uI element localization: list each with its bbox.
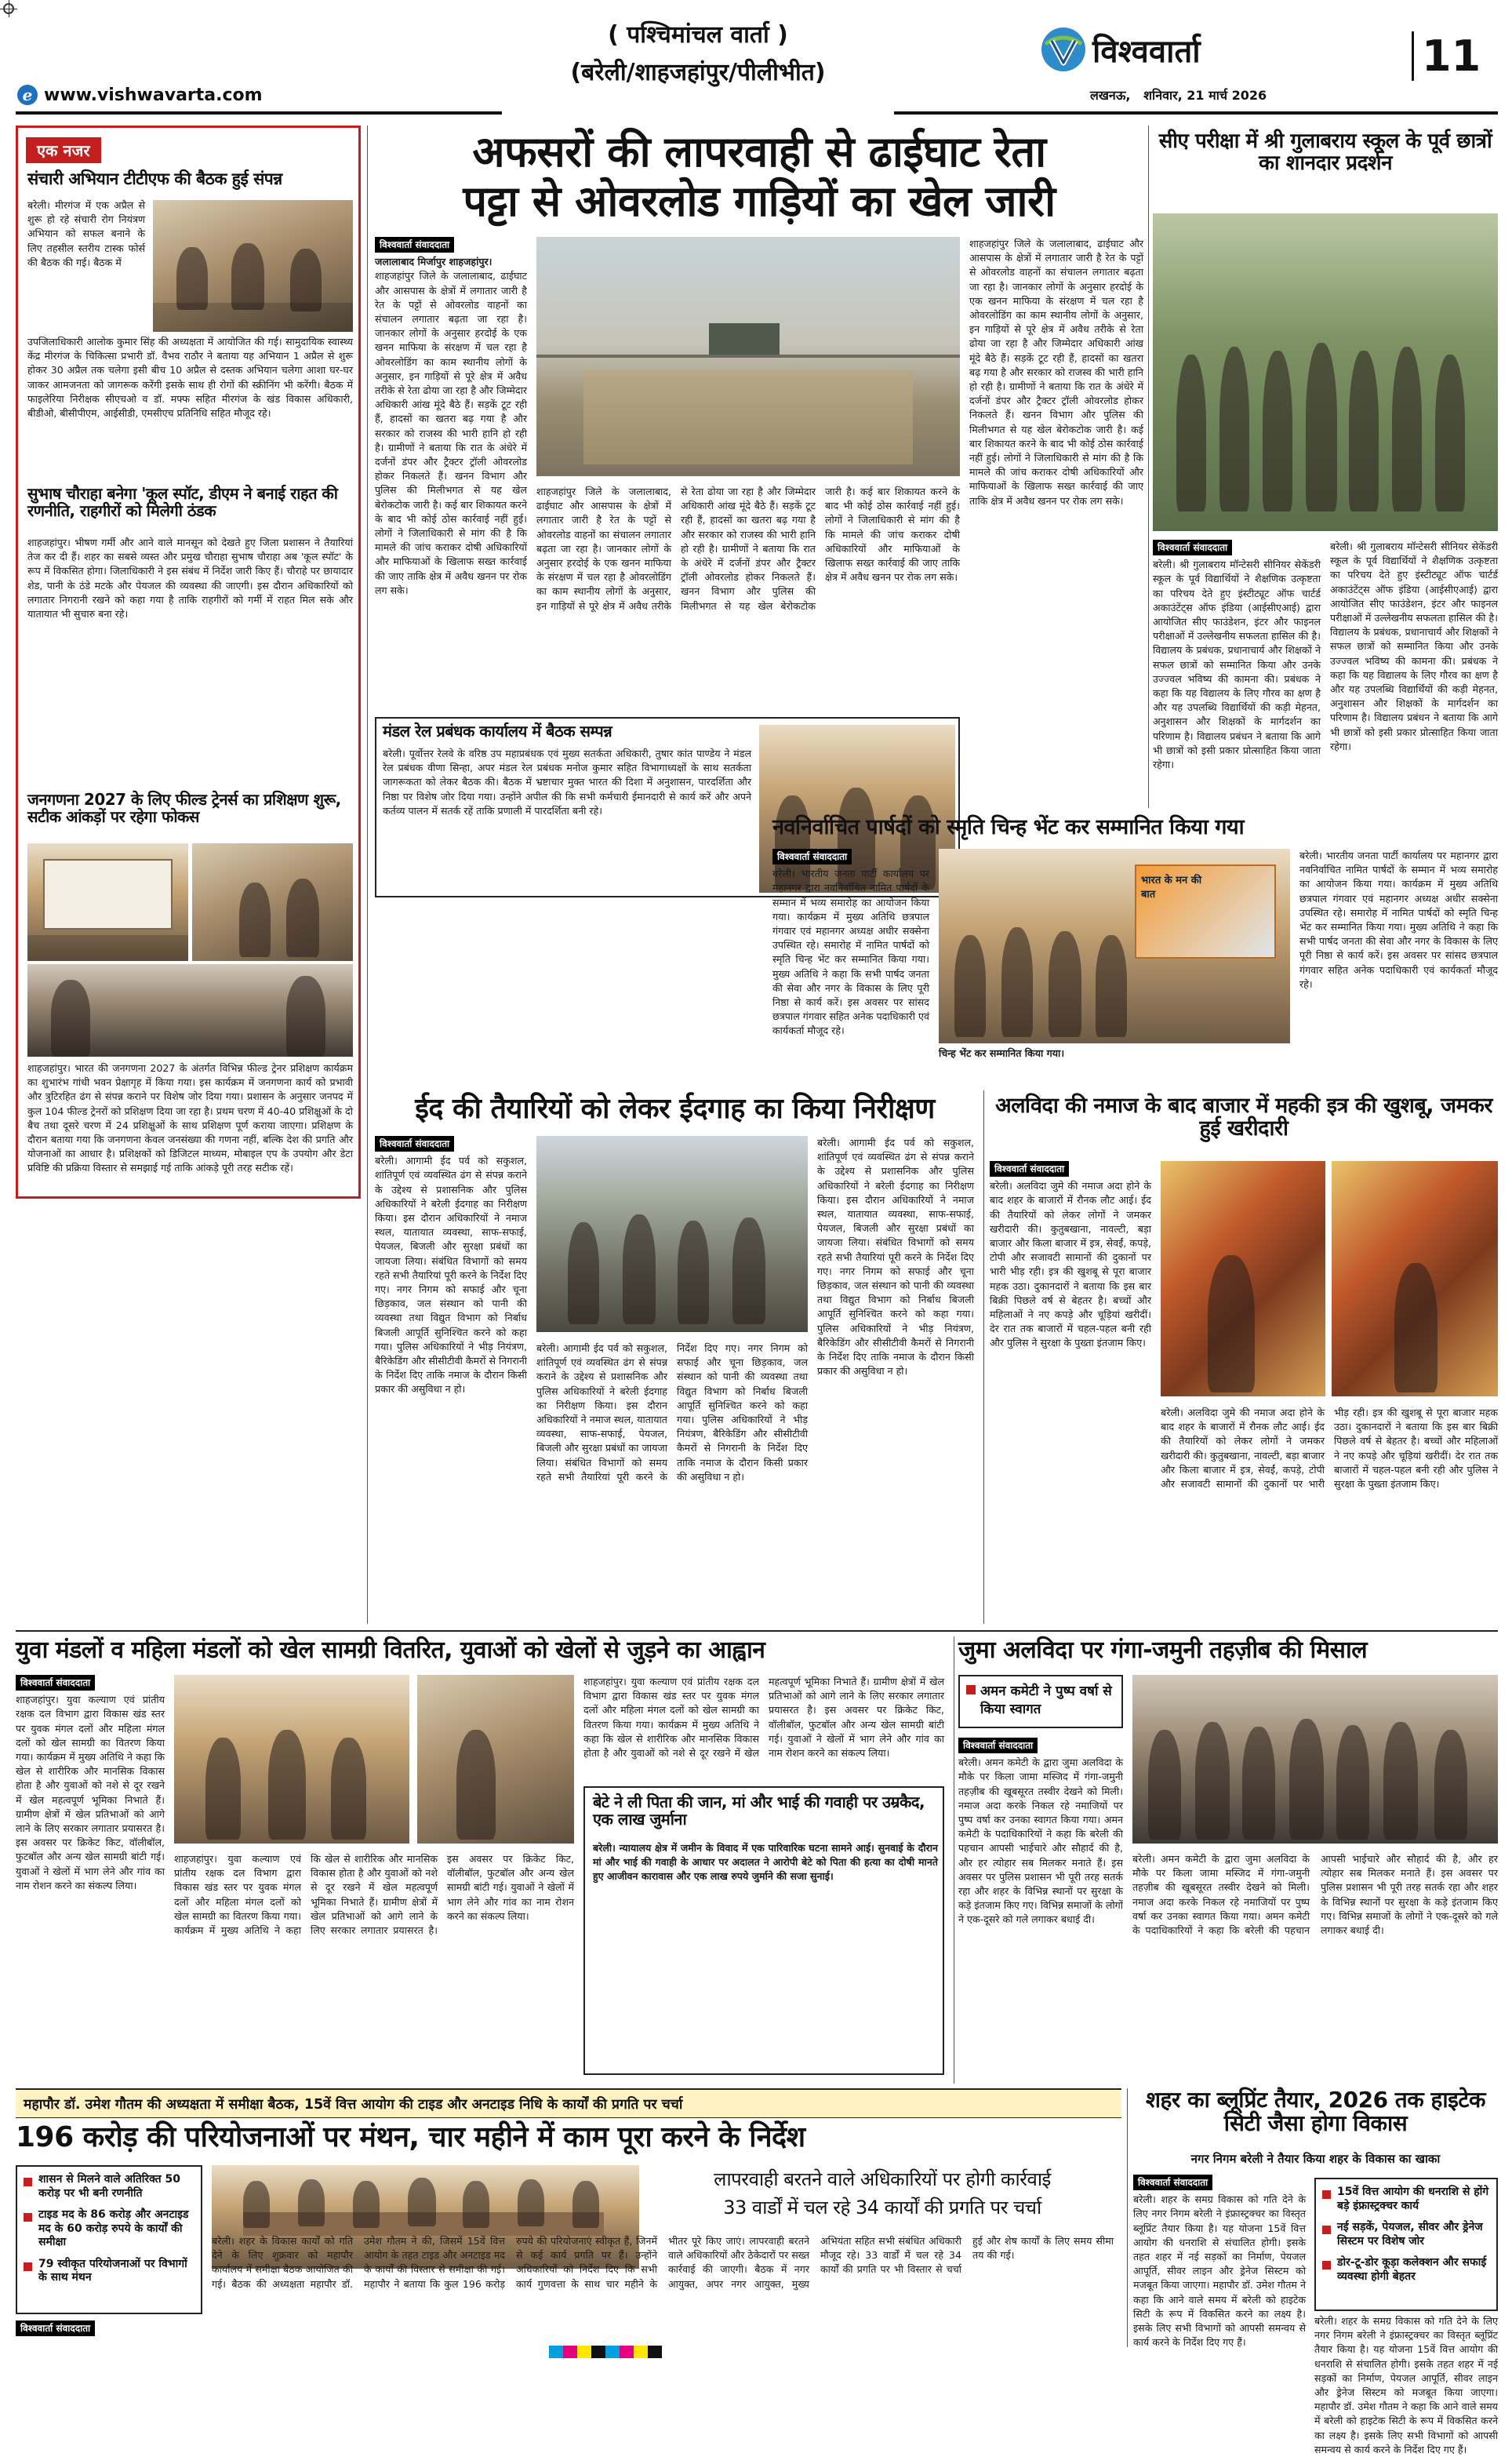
ek-nazar-box	[16, 126, 361, 1199]
ek-nazar-label: एक नजर	[26, 137, 101, 163]
paper-name: विश्ववार्ता	[1092, 33, 1201, 70]
divider-mid	[16, 1630, 1498, 1632]
lead-headline-1: अफसरों की लापरवाही से ढाईघाट रेता	[472, 127, 1046, 177]
masthead-rule-left	[16, 111, 502, 115]
alvida-col-2: बरेली। अलविदा जुमे की नमाज अदा होने के बाद शहर के बाजारों में रौनक लौट आई। ईद की तैयारियों को लेकर लोगों ने जमकर खरीदारी की। कुतुबखाना, नावल्टी, बड़ा बाजार और किला बाजार में इत्र, सेवईं, कपड़े, टोपी और सजावटी सामानों की दुकानों पर भारी भीड़ रही। इत्र की खुशबू से पूरा बाजार महक उठा। दुकानदारों ने बताया कि इस बार बिक्री पिछले वर्ष से बेहतर है। बच्चों और महिलाओं ने नए कपड़े और चूड़ियां खरीदीं। देर रात तक बाजारों में चहल-पहल बनी रही और पुलिस ने सुरक्षा के पुख्ता इंतजाम किए।	[1161, 1407, 1498, 1491]
alvida-headline: अलविदा की नमाज के बाद बाजार में महकी इत्र की खुशबू, जमकर हुई खरीदारी	[995, 1094, 1492, 1141]
masthead	[0, 0, 1512, 116]
court-inset	[583, 1786, 944, 2075]
lead-story	[375, 237, 1143, 912]
city-col-1: विश्ववार्ता संवाददाता बरेली। शहर के समग्र विकास को गति देने के लिए नगर निगम बरेली ने इंफ्रास्ट्रक्चर का विस्तृत ब्लूप्रिंट तैयार किया है। यह योजना 15वें वित्त आयोग की धनराशि से संचालित होगी। इसके तहत शहर में नई सड़कों का निर्माण, पेयजल आपूर्ति, सीवर लाइन और ड्रेनेज सिस्टम को मजबूत किया जाएगा। महापौर डॉ. उमेश गौतम ने कहा कि आने वाले समय में बरेली को हाइटेक सिटी के रूप में विकसित करने का लक्ष्य है। इसके लिए सभी विभागों को आपसी समन्वय से कार्य करने के निर्देश दिए गए हैं।	[1133, 2175, 1306, 2346]
ek-nazar-title-3: जनगणना 2027 के लिए फील्ड ट्रेनर्स का प्रशिक्षण शुरू, सटीक आंकड़ों पर रहेगा फोकस	[27, 790, 341, 826]
ek-nazar-photo-2	[27, 843, 188, 961]
rail-meeting-body: बरेली। पूर्वोत्तर रेलवे के वरिष्ठ उप महाप्रबंधक एवं मुख्य सतर्कता अधिकारी, तुषार कांत पाण्डेय ने मंडल रेल प्रबंधक वीणा सिन्हा, अपर मंडल रेल प्रबंधक मनोज कुमार सहित विभागाध्यक्षों के साथ सतर्कता जागरूकता को लेकर बैठक की। बैठक में भ्रष्टाचार मुक्त भारत की दिशा में अनुशासन, पारदर्शिता और निष्ठा पर विशेष जोर दिया गया। उन्होंने अपील की कि सभी कर्मचारी ईमानदारी से कार्य करें और अपने कर्तव्य पालन में सतर्क रहें ताकि प्रणाली में पारदर्शिता बनी रहे।	[383, 748, 751, 817]
juma-subhead-box	[958, 1675, 1123, 1728]
alvida-bureau: विश्ववार्ता संवाददाता	[990, 1161, 1069, 1177]
yuva-col-3: शाहजहांपुर। युवा कल्याण एवं प्रांतीय रक्षक दल विभाग द्वारा विकास खंड स्तर पर युवक मंगल दलों और महिला मंगल दलों को खेल सामग्री का वितरण किया गया। कार्यक्रम में मुख्य अतिथि ने कहा कि खेल से शारीरिक और मानसिक विकास होता है और युवाओं को नशे से दूर रखने में खेल महत्वपूर्ण भूमिका निभाते हैं। ग्रामीण क्षेत्रों में खेल प्रतिभाओं को आगे लाने के लिए सरकार लगातार प्रयासरत है। इस अवसर पर क्रिकेट किट, वॉलीबॉल, फुटबॉल और अन्य खेल सामग्री बांटी गई। युवाओं ने खेलों में भाग लेने और गांव का नाम रोशन करने का संकल्प लिया।	[583, 1676, 944, 1760]
lead-body: शाहजहांपुर जिले के जलालाबाद, ढाईघाट और आसपास के क्षेत्रों में लगातार जारी है रेत के पट्टों से ओवरलोड वाहनों का संचालन लगातार बढ़ता जा रहा है। जानकार लोगों के अनुसार हरदोई के एक खनन माफिया के संरक्षण में चल रहा है ओवरलोडिंग का काम स्थानीय लोगों के अनुसार, इन गाड़ियों से पूरे क्षेत्र में अवैध तरीके से रेता ढोया जा रहा है और जिम्मेदार अधिकारी आंख मूंदे बैठे हैं। सड़कें टूट रही हैं, हादसों का खतरा बढ़ गया है और सरकार को राजस्व की भारी हानि हो रही है। ग्रामीणों ने बताया कि रात के अंधेरे में दर्जनों डंपर और ट्रैक्टर ट्रॉली ओवरलोड होकर निकलते हैं। खनन विभाग और पुलिस की मिलीभगत से यह खेल बेरोकटोक जारी है। कई बार शिकायत करने के बाद भी कोई ठोस कार्रवाई नहीं हुई। लोगों ने जिलाधिकारी से मांग की है कि मामले की जांच कराकर दोषी अधिकारियों और माफियाओं के खिलाफ सख्त कार्रवाई की जाए ताकि क्षेत्र में अवैध खनन पर रोक लग सके।	[375, 270, 527, 596]
col-rule-5	[1127, 2088, 1128, 2347]
lead-headline-2: पट्टा से ओवरलोड गाड़ियों का खेल जारी	[463, 177, 1056, 226]
logo	[1039, 25, 1201, 74]
parshad-bureau: विश्ववार्ता संवाददाता	[772, 849, 852, 864]
court-inset-title: बेटे ने ली पिता की जान, मां और भाई की गवाही पर उम्रकैद, एक लाख जुर्माना	[593, 1793, 925, 1829]
juma-story	[958, 1675, 1498, 2083]
review-subhead-1: लापरवाही बरतने वाले अधिकारियों पर होगी कार्रवाई	[714, 2168, 1051, 2190]
review-kicker-band	[16, 2088, 1121, 2118]
juma-col-2: बरेली। अमन कमेटी के द्वारा जुमा अलविदा के मौके पर किला जामा मस्जिद में गंगा-जमुनी तहज़ीब की खूबसूरत तस्वीर देखने को मिली। नमाज अदा करके निकल रहे नमाजियों पर पुष्प वर्षा कर उनका स्वागत किया गया। अमन कमेटी के पदाधिकारियों ने कहा कि बरेली की पहचान आपसी भाईचारे और सौहार्द की है, और हर त्योहार सब मिलकर मनाते हैं। इस अवसर पर पुलिस प्रशासन भी पूरी तरह सतर्क रहा और शहर के विभिन्न स्थानों पर सुरक्षा के कड़े इंतजाम किए गए। विभिन्न समाजों के लोगों ने एक-दूसरे को गले लगाकर बधाई दी।	[1132, 1853, 1498, 1937]
parshad-headline: नवनिर्वाचित पार्षदों को स्मृति चिन्ह भेंट कर सम्मानित किया गया	[772, 815, 1245, 839]
yuva-col-1: विश्ववार्ता संवाददाता शाहजहांपुर। युवा कल्याण एवं प्रांतीय रक्षक दल विभाग द्वारा विकास खंड स्तर पर युवक मंगल दलों और महिला मंगल दलों को खेल सामग्री का वितरण किया गया। कार्यक्रम में मुख्य अतिथि ने कहा कि खेल से शारीरिक और मानसिक विकास होता है और युवाओं को नशे से दूर रखने में खेल महत्वपूर्ण भूमिका निभाते हैं। ग्रामीण क्षेत्रों में खेल प्रतिभाओं को आगे लाने के लिए सरकार लगातार प्रयासरत है। इस अवसर पर क्रिकेट किट, वॉलीबॉल, फुटबॉल और अन्य खेल सामग्री बांटी गई। युवाओं ने खेलों में भाग लेने और गांव का नाम रोशन करने का संकल्प लिया।	[16, 1675, 165, 2075]
review-body: बरेली। शहर के विकास कार्यों को गति देने के लिए शुक्रवार को महापौर कार्यालय में समीक्षा बैठक आयोजित की गई। बैठक की अध्यक्षता महापौर डॉ. उमेश गौतम ने की, जिसमें 15वें वित्त आयोग के तहत टाइड और अनटाइड मद के कार्यों की विस्तार से समीक्षा की गई। महापौर ने बताया कि कुल 196 करोड़ रुपये की परियोजनाएं स्वीकृत हैं, जिनमें से कई कार्य प्रगति पर हैं। उन्होंने अधिकारियों को निर्देश दिए कि सभी कार्य गुणवत्ता के साथ चार महीने के भीतर पूरे किए जाएं। लापरवाही बरतने वाले अधिकारियों और ठेकेदारों पर सख्त कार्रवाई की जाएगी। बैठक में नगर आयुक्त, अपर नगर आयुक्त, मुख्य अभियंता सहित सभी संबंधित अधिकारी मौजूद रहे। 33 वार्डों में चल रहे 34 कार्यों की प्रगति पर भी विस्तार से चर्चा हुई और शेष कार्यों के लिए समय सीमा तय की गई।	[212, 2235, 1114, 2290]
lead-dateline: जलालाबाद मिर्जापुर शाहजहांपुर।	[375, 256, 492, 268]
ek-nazar-body-1: उपजिलाधिकारी आलोक कुमार सिंह की अध्यक्षता में आयोजित की गई। सामुदायिक स्वास्थ्य केंद्र मीरगंज के चिकित्सा प्रभारी डॉ. वैभव राठौर ने बताया यह अभियान 1 अप्रैल से शुरू होकर 30 अप्रैल तक चलेगा इसी बीच 10 अप्रैल से दस्तक अभियान चलेगा आशा घर-घर जाकर आमजनता को जागरूक करेंगी इसके साथ ही रोगों की स्क्रीनिंग भी करेंगी। बैठक में फाइलेरिया निरीक्षक सीएचओ व डॉ. मफ्फ सहित मीरगंज के खंड विकास अधिकारी, बीडीओ, बीसीपीएम, आईसीडी, एमसीएच प्रतिनिधि सहित मौजूद रहे।	[27, 336, 353, 420]
eidgah-headline: ईद की तैयारियों को लेकर ईदगाह का किया निरीक्षण	[415, 1093, 935, 1125]
eidgah-col-1: विश्ववार्ता संवाददाता बरेली। आगामी ईद पर्व को सकुशल, शांतिपूर्ण एवं व्यवस्थित ढंग से संपन्न कराने के उद्देश्य से प्रशासनिक और पुलिस अधिकारियों ने बरेली ईदगाह का निरीक्षण किया। इस दौरान अधिकारियों ने नमाज स्थल, यातायात व्यवस्था, साफ-सफाई, पेयजल, बिजली और सुरक्षा प्रबंधों का जायजा लिया। संबंधित विभागों को समय रहते सभी तैयारियां पूरी करने के निर्देश दिए गए। नगर निगम को सफाई और चूना छिड़काव, जल संस्थान को पानी की व्यवस्था तथा विद्युत विभाग को निर्बाध बिजली आपूर्ति सुनिश्चित करने को कहा गया। पुलिस अधिकारियों ने भीड़ नियंत्रण, बैरिकेडिंग और सीसीटीवी कैमरों से निगरानी के निर्देश दिए ताकि नमाज के दौरान किसी प्रकार की असुविधा न हो।	[375, 1136, 527, 1614]
review-bullet-1: शासन से मिलने वाले अतिरिक्त 50 करोड़ पर भी बनी रणनीति	[24, 2173, 194, 2200]
ca-headline: सीए परीक्षा में श्री गुलाबराय स्कूल के पूर्व छात्रों का शानदार प्रदर्शन	[1158, 129, 1492, 176]
lead-col-1	[375, 237, 527, 708]
ca-bureau: विश्ववार्ता संवाददाता	[1153, 540, 1232, 555]
color-bar-bottom	[549, 2346, 662, 2358]
ca-photo	[1153, 213, 1498, 531]
eidgah-bureau: विश्ववार्ता संवाददाता	[375, 1136, 454, 1152]
review-bureau: विश्ववार्ता संवाददाता	[16, 2320, 95, 2336]
ek-nazar-intro-1: बरेली। मीरगंज में एक अप्रैल से शुरू हो रहे संचारी रोग नियंत्रण अभियान को सफल बनाने के लिए तहसील स्तरीय टास्क फोर्स की बैठक की गई। बैठक में	[27, 199, 145, 268]
alvida-col-1: विश्ववार्ता संवाददाता बरेली। अलविदा जुमे की नमाज अदा होने के बाद शहर के बाजारों में रौनक लौट आई। ईद की तैयारियों को लेकर लोगों ने जमकर खरीदारी की। कुतुबखाना, नावल्टी, बड़ा बाजार और किला बाजार में इत्र, सेवईं, कपड़े, टोपी और सजावटी सामानों की दुकानों पर भारी भीड़ रही। इत्र की खुशबू से पूरा बाजार महक उठा। दुकानदारों ने बताया कि इस बार बिक्री पिछले वर्ष से बेहतर है। बच्चों और महिलाओं ने नए कपड़े और चूड़ियां खरीदीं। देर रात तक बाजारों में चहल-पहल बनी रही और पुलिस ने सुरक्षा के पुख्ता इंतजाम किए।	[990, 1161, 1151, 1620]
parshad-banner-text: भारत के मन की बात	[1141, 875, 1202, 901]
ek-nazar-photo-1	[153, 200, 353, 332]
court-inset-body: बरेली। न्यायालय क्षेत्र में जमीन के विवाद में एक पारिवारिक घटना सामने आई। सुनवाई के दौरान मां और भाई की गवाही के आधार पर अदालत ने आरोपी बेटे को पिता की हत्या का दोषी मानते हुए आजीवन कारावास और एक लाख रुपये जुर्माने की सजा सुनाई।	[593, 1842, 938, 1883]
ek-nazar-body-2: शाहजहांपुर। भीषण गर्मी और आने वाले मानसून को देखते हुए जिला प्रशासन ने तैयारियां तेज कर दी हैं। शहर का सबसे व्यस्त और प्रमुख चौराहा सुभाष चौराहा अब 'कूल स्पॉट' के रूप में विकसित होगा। जिलाधिकारी ने इस संबंध में निर्देश जारी किए हैं। चौराहे पर छायादार शेड, पानी के ठंडे मटके और पेयजल की व्यवस्था की जाएगी। इस दौरान अधिकारियों को लगातार निगरानी रखने को कहा गया है ताकि राहगीरों को गर्मी में राहत मिल सके और यातायात भी सुचारु बना रहे।	[27, 537, 353, 621]
yuva-headline: युवा मंडलों व महिला मंडलों को खेल सामग्री वितरित, युवाओं को खेलों से जुड़ने का आह्वान	[16, 1636, 765, 1664]
city-bullet-3: डोर-टू-डोर कूड़ा कलेक्शन और सफाई व्यवस्था होगी बेहतर	[1322, 2256, 1490, 2284]
parshad-col-1: विश्ववार्ता संवाददाता बरेली। भारतीय जनता पार्टी कार्यालय पर महानगर द्वारा नवनिर्वाचित नामित पार्षदों के सम्मान में भव्य समारोह का आयोजन किया गया। कार्यक्रम में मुख्य अतिथि छत्रपाल गंगवार एवं महानगर अध्यक्ष अधीर सक्सेना उपस्थित रहे। समारोह में नामित पार्षदों को स्मृति चिन्ह भेंट कर सम्मानित किया गया। मुख्य अतिथि ने कहा कि सभी पार्षद जनता की सेवा और नगर के विकास के लिए पूरी निष्ठा से कार्य करें। इस अवसर पर सांसद छत्रपाल गंगवार सहित अनेक पदाधिकारी एवं कार्यकर्ता मौजूद रहे।	[772, 849, 929, 1057]
lead-bureau: विश्ववार्ता संवाददाता	[375, 237, 454, 253]
col-rule-1	[367, 126, 368, 1624]
website-link[interactable]: e www.vishwavarta.com	[17, 85, 263, 105]
lead-col-2: शाहजहांपुर जिले के जलालाबाद, ढाईघाट और आसपास के क्षेत्रों में लगातार जारी है रेत के पट्टों से ओवरलोड वाहनों का संचालन लगातार बढ़ता जा रहा है। जानकार लोगों के अनुसार हरदोई के एक खनन माफिया के संरक्षण में चल रहा है ओवरलोडिंग का काम स्थानीय लोगों के अनुसार, इन गाड़ियों से पूरे क्षेत्र में अवैध तरीके से रेता ढोया जा रहा है और जिम्मेदार अधिकारी आंख मूंदे बैठे हैं। सड़कें टूट रही हैं, हादसों का खतरा बढ़ गया है और सरकार को राजस्व की भारी हानि हो रही है। ग्रामीणों ने बताया कि रात के अंधेरे में दर्जनों डंपर और ट्रैक्टर ट्रॉली ओवरलोड होकर निकलते हैं। खनन विभाग और पुलिस की मिलीभगत से यह खेल बेरोकटोक जारी है। कई बार शिकायत करने के बाद भी कोई ठोस कार्रवाई नहीं हुई। लोगों ने जिलाधिकारी से मांग की है कि मामले की जांच कराकर दोषी अधिकारियों और माफियाओं के खिलाफ सख्त कार्रवाई की जाए ताकि क्षेत्र में अवैध खनन पर रोक लग सके।	[536, 486, 960, 612]
edition-label: ( पश्चिमांचल वार्ता )	[608, 21, 788, 49]
ca-story	[1153, 126, 1498, 808]
globe-logo-icon	[1039, 25, 1088, 74]
yuva-col-2: शाहजहांपुर। युवा कल्याण एवं प्रांतीय रक्षक दल विभाग द्वारा विकास खंड स्तर पर युवक मंगल दलों और महिला मंगल दलों को खेल सामग्री का वितरण किया गया। कार्यक्रम में मुख्य अतिथि ने कहा कि खेल से शारीरिक और मानसिक विकास होता है और युवाओं को नशे से दूर रखने में खेल महत्वपूर्ण भूमिका निभाते हैं। ग्रामीण क्षेत्रों में खेल प्रतिभाओं को आगे लाने के लिए सरकार लगातार प्रयासरत है। इस अवसर पर क्रिकेट किट, वॉलीबॉल, फुटबॉल और अन्य खेल सामग्री बांटी गई। युवाओं ने खेलों में भाग लेने और गांव का नाम रोशन करने का संकल्प लिया।	[174, 1853, 574, 1937]
page-number: 11	[1412, 31, 1467, 81]
ek-nazar-photo-4	[27, 964, 353, 1057]
col-rule-3	[983, 1090, 984, 1624]
bullet-icon	[966, 1685, 976, 1694]
city-bullet-2: नई सड़कें, पेयजल, सीवर और ड्रेनेज सिस्टम पर विशेष जोर	[1322, 2221, 1490, 2248]
juma-headline: जुमा अलविदा पर गंगा-जमुनी तहज़ीब की मिसाल	[958, 1636, 1368, 1664]
eidgah-photo	[536, 1136, 808, 1332]
masthead-rule-right	[894, 111, 1498, 115]
ca-col-1: विश्ववार्ता संवाददाता बरेली। श्री गुलाबराय मॉन्टेसरी सीनियर सेकेंडरी स्कूल के पूर्व विद्यार्थियों ने शैक्षणिक उत्कृष्टता का परिचय देते हुए इंस्टीट्यूट ऑफ चार्टर्ड अकाउंटेंट्स ऑफ इंडिया (आईसीएआई) द्वारा आयोजित सीए फाउंडेशन, इंटर और फाइनल परीक्षाओं में उल्लेखनीय सफलता हासिल की है। विद्यालय के प्रबंधक, प्रधानाचार्य और शिक्षकों ने सफल छात्रों को सम्मानित किया और उनके उज्ज्वल भविष्य की कामना की। प्रबंधक ने कहा कि यह विद्यालय के लिए गौरव का क्षण है और यह उपलब्धि विद्यार्थियों की कड़ी मेहनत, अनुशासन और शिक्षकों के मार्गदर्शन का परिणाम है। विद्यालय प्रबंधन ने बताया कि आगे भी छात्रों को इसी प्रकार प्रोत्साहित किया जाता रहेगा।	[1153, 540, 1321, 806]
eidgah-col-3: बरेली। आगामी ईद पर्व को सकुशल, शांतिपूर्ण एवं व्यवस्थित ढंग से संपन्न कराने के उद्देश्य से प्रशासनिक और पुलिस अधिकारियों ने बरेली ईदगाह का निरीक्षण किया। इस दौरान अधिकारियों ने नमाज स्थल, यातायात व्यवस्था, साफ-सफाई, पेयजल, बिजली और सुरक्षा प्रबंधों का जायजा लिया। संबंधित विभागों को समय रहते सभी तैयारियां पूरी करने के निर्देश दिए गए। नगर निगम को सफाई और चूना छिड़काव, जल संस्थान को पानी की व्यवस्था तथा विद्युत विभाग को निर्बाध बिजली आपूर्ति सुनिश्चित करने को कहा गया। पुलिस अधिकारियों ने भीड़ नियंत्रण, बैरिकेडिंग और सीसीटीवी कैमरों से निगरानी के निर्देश दिए ताकि नमाज के दौरान किसी प्रकार की असुविधा न हो।	[817, 1137, 974, 1378]
region-label: (बरेली/शाहजहांपुर/पीलीभीत)	[570, 59, 826, 86]
rail-meeting-title: मंडल रेल प्रबंधक कार्यालय में बैठक सम्पन्न	[383, 722, 612, 741]
city-col-2: बरेली। शहर के समग्र विकास को गति देने के लिए नगर निगम बरेली ने इंफ्रास्ट्रक्चर का विस्तृत ब्लूप्रिंट तैयार किया है। यह योजना 15वें वित्त आयोग की धनराशि से संचालित होगी। इसके तहत शहर में नई सड़कों का निर्माण, पेयजल आपूर्ति, सीवर लाइन और ड्रेनेज सिस्टम को मजबूत किया जाएगा। महापौर डॉ. उमेश गौतम ने कहा कि आने वाले समय में बरेली को हाइटेक सिटी के रूप में विकसित करने का लक्ष्य है। इसके लिए सभी विभागों को आपसी समन्वय से कार्य करने के निर्देश दिए गए हैं।	[1314, 2315, 1498, 2455]
juma-photo	[1132, 1675, 1498, 1844]
review-bullets	[16, 2165, 202, 2314]
city-subhead: नगर निगम बरेली ने तैयार किया शहर के विकास का खाका	[1190, 2152, 1441, 2166]
juma-col-1: विश्ववार्ता संवाददाता बरेली। अमन कमेटी के द्वारा जुमा अलविदा के मौके पर किला जामा मस्जिद में गंगा-जमुनी तहज़ीब की खूबसूरत तस्वीर देखने को मिली। नमाज अदा करके निकल रहे नमाजियों पर पुष्प वर्षा कर उनका स्वागत किया गया। अमन कमेटी के पदाधिकारियों ने कहा कि बरेली की पहचान आपसी भाईचारे और सौहार्द की है, और हर त्योहार सब मिलकर मनाते हैं। इस अवसर पर पुलिस प्रशासन भी पूरी तरह सतर्क रहा और शहर के विभिन्न स्थानों पर सुरक्षा के कड़े इंतजाम किए गए। विभिन्न समाजों के लोगों ने एक-दूसरे को गले लगाकर बधाई दी।	[958, 1738, 1123, 2075]
parshad-col-3: बरेली। भारतीय जनता पार्टी कार्यालय पर महानगर द्वारा नवनिर्वाचित नामित पार्षदों के सम्मान में भव्य समारोह का आयोजन किया गया। कार्यक्रम में मुख्य अतिथि छत्रपाल गंगवार एवं महानगर अध्यक्ष अधीर सक्सेना उपस्थित रहे। समारोह में नामित पार्षदों को स्मृति चिन्ह भेंट कर सम्मानित किया गया। मुख्य अतिथि ने कहा कि सभी पार्षद जनता की सेवा और नगर के विकास के लिए पूरी निष्ठा से कार्य करें। इस अवसर पर सांसद छत्रपाल गंगवार सहित अनेक पदाधिकारी एवं कार्यकर्ता मौजूद रहे।	[1299, 850, 1498, 990]
yuva-photo-1	[174, 1675, 409, 1844]
eidgah-story	[375, 1136, 979, 1622]
review-bullet-3: 79 स्वीकृत परियोजनाओं पर विभागों के साथ मंथन	[24, 2258, 194, 2285]
lead-photo	[536, 237, 960, 476]
internet-icon: e	[17, 85, 38, 105]
review-subhead-2: 33 वार्डों में चल रहे 34 कार्यों की प्रगति पर चर्चा	[723, 2197, 1041, 2219]
parshad-story	[772, 849, 1498, 1076]
parshad-photo-caption: चिन्ह भेंट कर सम्मानित किया गया।	[939, 1047, 1065, 1059]
col-rule-2	[1148, 126, 1149, 808]
yuva-photo-2	[417, 1675, 574, 1844]
city-bureau: विश्ववार्ता संवाददाता	[1133, 2175, 1212, 2190]
ca-col-2: बरेली। श्री गुलाबराय मॉन्टेसरी सीनियर सेकेंडरी स्कूल के पूर्व विद्यार्थियों ने शैक्षणिक उत्कृष्टता का परिचय देते हुए इंस्टीट्यूट ऑफ चार्टर्ड अकाउंटेंट्स ऑफ इंडिया (आईसीएआई) द्वारा आयोजित सीए फाउंडेशन, इंटर और फाइनल परीक्षाओं में उल्लेखनीय सफलता हासिल की है। विद्यालय के प्रबंधक, प्रधानाचार्य और शिक्षकों ने सफल छात्रों को सम्मानित किया और उनके उज्ज्वल भविष्य की कामना की। प्रबंधक ने कहा कि यह विद्यालय के लिए गौरव का क्षण है और यह उपलब्धि विद्यार्थियों की कड़ी मेहनत, अनुशासन और शिक्षकों के मार्गदर्शन का परिणाम है। विद्यालय प्रबंधन ने बताया कि आगे भी छात्रों को इसी प्रकार प्रोत्साहित किया जाता रहेगा।	[1330, 541, 1498, 752]
review-col-1	[16, 2320, 202, 2344]
city-bullets	[1314, 2178, 1498, 2311]
ek-nazar-photo-3	[192, 843, 353, 961]
ek-nazar-title-2: सुभाष चौराहा बनेगा 'कूल स्पॉट, डीएम ने बनाई राहत की रणनीति, राहगीरों को मिलेगी ठंडक	[27, 484, 338, 520]
ek-nazar-body-3: शाहजहांपुर। भारत की जनगणना 2027 के अंतर्गत विभिन्न फील्ड ट्रेनर प्रशिक्षण कार्यक्रम का शुभारंभ गांधी भवन प्रेक्षागृह में किया गया। इस कार्यक्रम में जनगणना कार्य को प्रभावी और त्रुटिरहित ढंग से संपन्न कराने पर विशेष जोर दिया गया। प्रशासन के अनुसार जनपद में कुल 104 फील्ड ट्रेनरों को प्रशिक्षण दिया जा रहा है। प्रथम चरण में 40-40 प्रशिक्षुओं के दो बैच तथा दूसरे चरण में 24 प्रशिक्षुओं के साथ प्रशिक्षण पूर्ण कराया जाएगा। प्रशिक्षण के दौरान बताया गया कि जनगणना केवल जनसंख्या की गणना नहीं, बल्कि देश की प्रगति और योजनाओं का आधार है। प्रशिक्षकों को डिजिटल माध्यम, मोबाइल एप के उपयोग और डेटा प्रविष्टि की प्रक्रिया विस्तार से समझाई गई ताकि आंकड़े पूरी तरह सटीक रहें।	[27, 1062, 353, 1174]
review-headline: 196 करोड़ की परियोजनाओं पर मंथन, चार महीने में काम पूरा करने के निर्देश	[16, 2121, 805, 2153]
parshad-photo	[939, 849, 1290, 1043]
juma-bureau: विश्ववार्ता संवाददाता	[958, 1738, 1038, 1753]
alvida-photo-2	[1332, 1161, 1498, 1396]
yuva-story	[16, 1675, 949, 2083]
lead-col-3: शाहजहांपुर जिले के जलालाबाद, ढाईघाट और आसपास के क्षेत्रों में लगातार जारी है रेत के पट्टों से ओवरलोड वाहनों का संचालन लगातार बढ़ता जा रहा है। जानकार लोगों के अनुसार हरदोई के एक खनन माफिया के संरक्षण में चल रहा है ओवरलोडिंग का काम स्थानीय लोगों के अनुसार, इन गाड़ियों से पूरे क्षेत्र में अवैध तरीके से रेता ढोया जा रहा है और जिम्मेदार अधिकारी आंख मूंदे बैठे हैं। सड़कें टूट रही हैं, हादसों का खतरा बढ़ गया है और सरकार को राजस्व की भारी हानि हो रही है। ग्रामीणों ने बताया कि रात के अंधेरे में दर्जनों डंपर और ट्रैक्टर ट्रॉली ओवरलोड होकर निकलते हैं। खनन विभाग और पुलिस की मिलीभगत से यह खेल बेरोकटोक जारी है। कई बार शिकायत करने के बाद भी कोई ठोस कार्रवाई नहीं हुई। लोगों ने जिलाधिकारी से मांग की है कि मामले की जांच कराकर दोषी अधिकारियों और माफियाओं के खिलाफ सख्त कार्रवाई की जाए ताकि क्षेत्र में अवैध खनन पर रोक लग सके।	[969, 238, 1143, 507]
city-headline: शहर का ब्लूप्रिंट तैयार, 2026 तक हाइटेक सिटी जैसा होगा विकास	[1145, 2087, 1486, 2137]
alvida-photo-1	[1161, 1161, 1325, 1396]
review-kicker: महापौर डॉ. उमेश गौतम की अध्यक्षता में समीक्षा बैठक, 15वें वित्त आयोग की टाइड और अनटाइड निधि के कार्यों की प्रगति पर चर्चा	[24, 2097, 683, 2113]
dateline: लखनऊ, शनिवार, 21 मार्च 2026	[1090, 88, 1267, 103]
eidgah-col-2: बरेली। आगामी ईद पर्व को सकुशल, शांतिपूर्ण एवं व्यवस्थित ढंग से संपन्न कराने के उद्देश्य से प्रशासनिक और पुलिस अधिकारियों ने बरेली ईदगाह का निरीक्षण किया। इस दौरान अधिकारियों ने नमाज स्थल, यातायात व्यवस्था, साफ-सफाई, पेयजल, बिजली और सुरक्षा प्रबंधों का जायजा लिया। संबंधित विभागों को समय रहते सभी तैयारियां पूरी करने के निर्देश दिए गए। नगर निगम को सफाई और चूना छिड़काव, जल संस्थान को पानी की व्यवस्था तथा विद्युत विभाग को निर्बाध बिजली आपूर्ति सुनिश्चित करने को कहा गया। पुलिस अधिकारियों ने भीड़ नियंत्रण, बैरिकेडिंग और सीसीटीवी कैमरों से निगरानी के निर्देश दिए ताकि नमाज के दौरान किसी प्रकार की असुविधा न हो।	[536, 1342, 808, 1483]
ek-nazar-title-1: संचारी अभियान टीटीएफ की बैठक हुई संपन्न	[27, 169, 282, 188]
registration-mark-top-left	[3, 3, 14, 14]
alvida-story	[990, 1161, 1498, 1624]
juma-subhead: अमन कमेटी ने पुष्प वर्षा से किया स्वागत	[980, 1684, 1112, 1717]
city-bullet-1: 15वें वित्त आयोग की धनराशि से होंगे बड़े इंफ्रास्ट्रक्चर कार्य	[1322, 2186, 1490, 2213]
review-bullet-2: टाइड मद के 86 करोड़ और अनटाइड मद के 60 करोड़ रुपये के कार्यों की समीक्षा	[24, 2208, 194, 2250]
yuva-bureau: विश्ववार्ता संवाददाता	[16, 1675, 95, 1691]
